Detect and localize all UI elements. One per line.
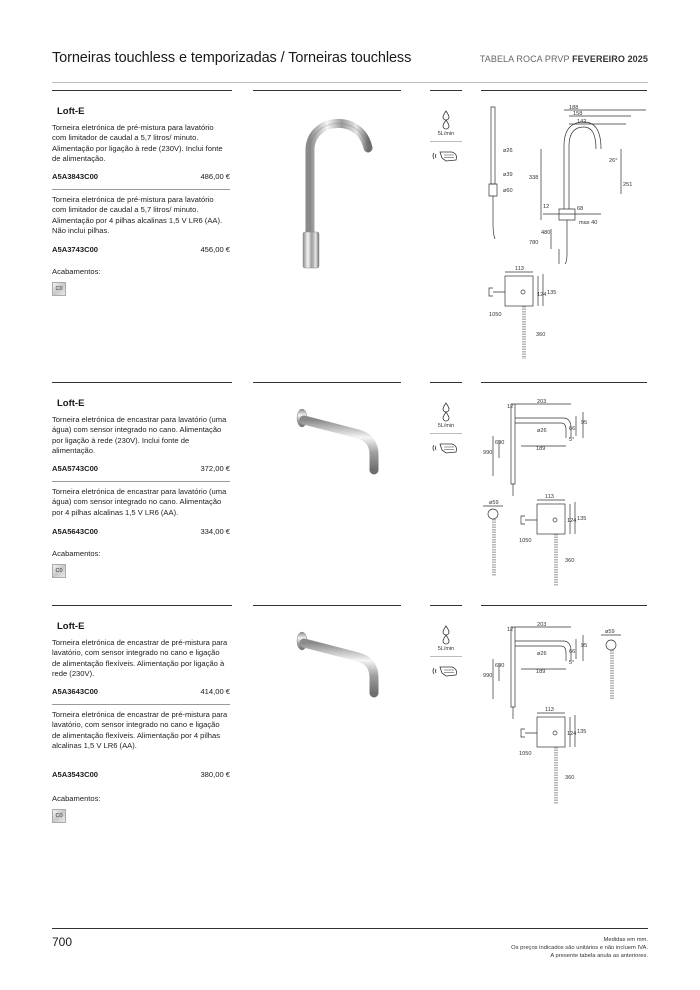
catalog-meta — [480, 54, 648, 64]
dim-text: 124 — [567, 731, 577, 737]
product-code: A5A5643C00 — [52, 527, 99, 536]
dim-text: 113 — [545, 494, 554, 500]
dim-text: 66 — [569, 649, 576, 655]
dim-text: 338 — [529, 175, 539, 181]
dim-text: 12 — [543, 204, 550, 210]
dim-text: 203 — [537, 399, 547, 405]
finishes-label: Acabamentos: — [52, 267, 101, 276]
flow-rate-label: 5L/min — [437, 646, 455, 652]
footnotes — [398, 936, 648, 961]
dim-text: 5° — [569, 660, 575, 666]
dim-text: 188 — [569, 105, 579, 111]
header-rule — [52, 82, 648, 83]
dim-text: ø26 — [537, 428, 547, 434]
finish-swatch-chrome: C0 — [52, 282, 66, 296]
technical-drawing — [481, 104, 651, 374]
dim-text: max 40 — [579, 220, 598, 226]
section-rule — [253, 90, 401, 91]
dim-text: ø26 — [503, 148, 513, 154]
section-rule — [52, 382, 232, 383]
dim-text: 135 — [547, 290, 557, 296]
product-description: Torneira eletrónica de pré-mistura para lavatório com limitador de caudal a 5,7 litros/ minuto. Alimentação por ligação à rede (230V). Inclui fonte de alimentação. — [52, 123, 223, 163]
dim-text: 66 — [569, 426, 576, 432]
icon-divider — [430, 433, 462, 434]
product-price: 414,00 € — [200, 687, 230, 696]
touchless-sensor-icon — [432, 663, 460, 679]
section-rule — [430, 605, 462, 606]
product-family: Loft-E — [57, 106, 85, 117]
feature-icons — [430, 110, 462, 170]
footnote: Medidas em mm. — [603, 937, 648, 943]
product-code: A5A3743C00 — [52, 245, 99, 254]
section-rule — [253, 605, 401, 606]
dim-text: 142 — [577, 119, 587, 125]
product-row — [52, 527, 230, 538]
section-rule — [481, 382, 647, 383]
product-section-2 — [0, 382, 700, 604]
dim-text: 124 — [567, 518, 577, 524]
touchless-sensor-icon — [432, 440, 460, 456]
icon-divider — [430, 141, 462, 142]
icon-divider — [430, 656, 462, 657]
product-price: 380,00 € — [200, 770, 230, 779]
product-price: 486,00 € — [200, 172, 230, 181]
product-price: 456,00 € — [200, 245, 230, 254]
dim-text: 480 — [541, 230, 551, 236]
touchless-sensor-icon — [432, 148, 460, 164]
footer-rule — [52, 928, 648, 929]
dim-text: 360 — [565, 775, 575, 781]
dim-text: 203 — [537, 622, 547, 628]
product-price: 372,00 € — [200, 464, 230, 473]
table-name: TABELA ROCA PRVP — [479, 54, 570, 64]
dim-text: 113 — [545, 707, 554, 713]
dim-text: 12 — [507, 404, 514, 410]
product-row — [52, 687, 230, 698]
product-description: Torneira eletrónica de encastrar para lavatório (uma água) com sensor integrado no cano. Alimentação por ligação à rede (230V). Inclui fonte de alimentação. — [52, 415, 227, 455]
dim-text: ø59 — [605, 629, 615, 635]
water-drop-icon — [440, 625, 452, 645]
footnote: Os preços indicados são unitários e não incluem IVA. — [511, 945, 648, 952]
product-code: A5A3843C00 — [52, 172, 99, 181]
dim-text: 124 — [537, 292, 547, 298]
product-divider — [52, 189, 230, 190]
product-code: A5A3643C00 — [52, 687, 99, 696]
product-description: Torneira eletrónica de pré-mistura para lavatório com limitador de caudal a 5,7 litros/ minuto. Alimentação por 4 pilhas alcalinas 1,5 V LR6 (AA). Não inclui pilhas. — [52, 195, 223, 235]
dim-text: 113 — [515, 266, 524, 272]
product-family: Loft-E — [57, 398, 85, 409]
section-rule — [52, 90, 232, 91]
product-row — [52, 464, 230, 475]
faucet-photo — [290, 400, 390, 480]
dim-text: 189 — [536, 669, 546, 675]
product-section-1 — [0, 90, 700, 382]
edition: FEVEREIRO 2025 — [572, 54, 648, 64]
dim-text: 690 — [495, 440, 505, 446]
product-family: Loft-E — [57, 621, 85, 632]
dim-text: 68 — [577, 206, 584, 212]
section-rule — [430, 90, 462, 91]
product-description: Torneira eletrónica de encastrar de pré-mistura para lavatório, com sensor integrado no cano e ligação de alimentação flexíveis. Alimentação por 4 pilhas alcalinas 1,5 V LR6 (AA). — [52, 710, 228, 750]
section-rule — [52, 605, 232, 606]
product-description: Torneira eletrónica de encastrar para lavatório (uma água) com sensor integrado no cano. Alimentação por 4 pilhas alcalinas 1,5 V LR6 (AA). — [52, 487, 227, 517]
feature-icons — [430, 625, 462, 685]
dim-text: 135 — [577, 729, 587, 735]
dim-text: 158 — [573, 111, 583, 117]
dim-text: 1050 — [489, 312, 502, 318]
product-divider — [52, 704, 230, 705]
dim-text: 360 — [565, 558, 575, 564]
dim-text: 135 — [577, 516, 587, 522]
dim-text: 95 — [581, 420, 588, 426]
section-rule — [430, 382, 462, 383]
finishes-label: Acabamentos: — [52, 549, 101, 558]
page-number: 700 — [52, 935, 73, 949]
page-header — [52, 50, 648, 72]
dim-text: 189 — [536, 446, 546, 452]
section-rule — [481, 90, 647, 91]
faucet-photo — [290, 623, 390, 703]
dim-text: 990 — [483, 673, 493, 679]
feature-icons — [430, 402, 462, 462]
finish-swatch-chrome: C0 — [52, 564, 66, 578]
dim-text: 690 — [495, 663, 505, 669]
technical-drawing — [481, 396, 651, 596]
dim-text: 360 — [536, 332, 546, 338]
product-code: A5A5743C00 — [52, 464, 99, 473]
product-description: Torneira eletrónica de encastrar de pré-mistura para lavatório, com sensor integrado no cano e ligação de alimentação flexíveis. Alimentação por ligação à rede (230V). — [52, 638, 228, 678]
flow-rate-label: 5L/min — [437, 131, 455, 137]
dim-text: 1050 — [519, 538, 532, 544]
technical-drawing — [481, 619, 651, 819]
water-drop-icon — [440, 110, 452, 130]
dim-text: 95 — [581, 643, 588, 649]
product-code: A5A3543C00 — [52, 770, 99, 779]
dim-text: 12 — [507, 627, 514, 633]
section-rule — [481, 605, 647, 606]
dim-text: 780 — [529, 240, 539, 246]
dim-text: 990 — [483, 450, 493, 456]
section-rule — [253, 382, 401, 383]
dim-text: ø26 — [537, 651, 547, 657]
product-section-3 — [0, 605, 700, 905]
dim-text: ø39 — [503, 172, 513, 178]
product-row — [52, 172, 230, 183]
finishes-label: Acabamentos: — [52, 794, 101, 803]
dim-text: 1050 — [519, 751, 532, 757]
dim-text: 251 — [623, 182, 633, 188]
product-row — [52, 245, 230, 256]
page-title: Torneiras touchless e temporizadas / Torneiras touchless — [52, 50, 412, 66]
water-drop-icon — [440, 402, 452, 422]
product-divider — [52, 481, 230, 482]
flow-rate-label: 5L/min — [437, 423, 455, 429]
dim-text: 26° — [609, 158, 618, 164]
faucet-photo — [290, 110, 380, 270]
product-row — [52, 770, 230, 781]
footnote: A presente tabela anula as anteriores. — [550, 953, 648, 960]
product-price: 334,00 € — [200, 527, 230, 536]
dim-text: ø60 — [503, 188, 513, 194]
finish-swatch-chrome: C0 — [52, 809, 66, 823]
dim-text: ø59 — [489, 500, 499, 506]
dim-text: 5° — [569, 437, 575, 443]
